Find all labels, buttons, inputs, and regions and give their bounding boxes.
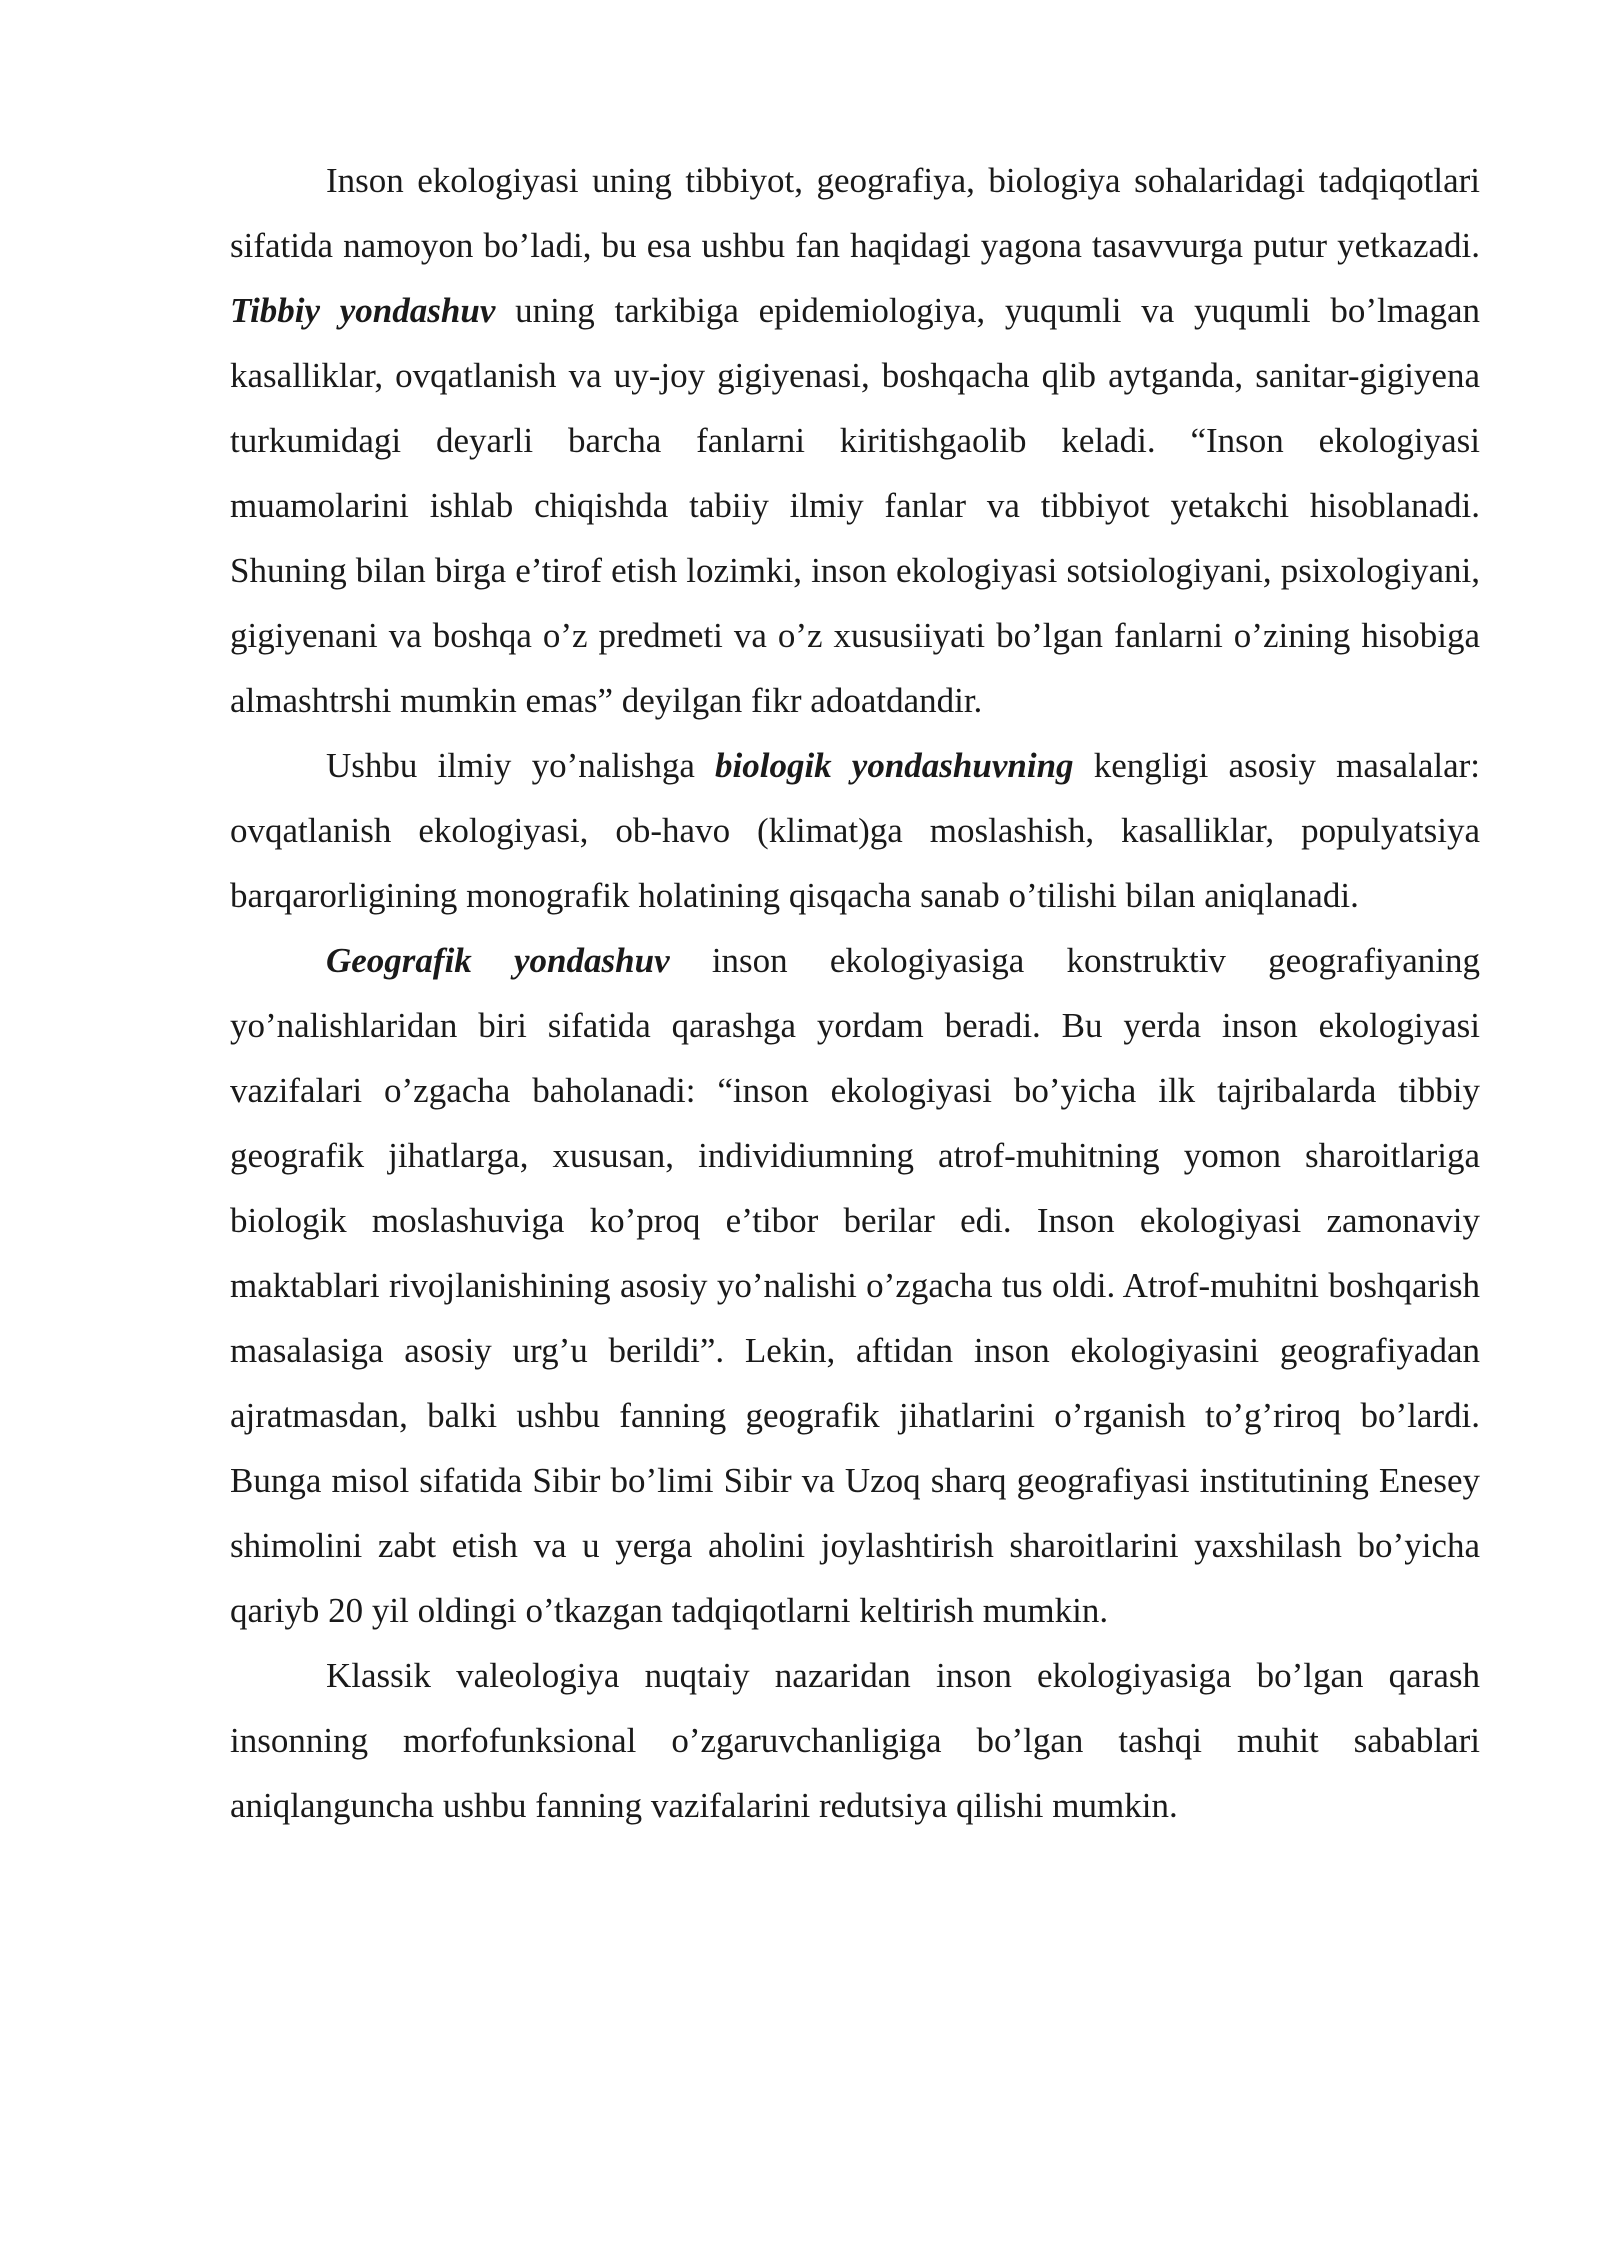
paragraph-text: uning tarkibiga epidemiologiya, yuqumli va yuqumli bo’lmagan kasalliklar, ovqatlanish va uy-joy gigiyenasi, boshqacha qlib aytganda, sanitar-gigiyena turkumidagi deyarli barcha fanlarni kiritishgaolib keladi. “Inson ekologiyasi muamolarini ishlab chiqishda tabiiy ilmiy fanlar va tibbiyot yetakchi hisoblanadi. Shuning bilan birga e’tirof etish lozimki, inson ekologiyasi sotsiologiyani, psixologiyani, gigiyenani va boshqa o’z predmeti va o’z xususiiyati bo’lgan fanlarni o’zining hisobiga almashtrshi mumkin emas” deyilgan fikr adoatdandir.: [230, 291, 1480, 720]
paragraph-valeology: [230, 1643, 1480, 1838]
paragraph-medical-approach: [230, 148, 1480, 733]
paragraph-text: Ushbu ilmiy yo’nalishga: [326, 746, 715, 785]
paragraph-biological-approach: [230, 733, 1480, 928]
term-geographic-approach: Geografik yondashuv: [326, 941, 670, 980]
term-biological-approach: biologik yondashuvning: [715, 746, 1074, 785]
paragraph-geographic-approach: [230, 928, 1480, 1643]
paragraph-text: Inson ekologiyasi uning tibbiyot, geografiya, biologiya sohalaridagi tadqiqotlari sifatida namoyon bo’ladi, bu esa ushbu fan haqidagi yagona tasavvurga putur yetkazadi.: [230, 161, 1480, 265]
paragraph-text: Klassik valeologiya nuqtaiy nazaridan inson ekologiyasiga bo’lgan qarash insonning morfofunksional o’zgaruvchanligiga bo’lgan tashqi muhit sabablari aniqlanguncha ushbu fanning vazifalarini redutsiya qilishi mumkin.: [230, 1656, 1480, 1825]
document-page: [230, 148, 1480, 1838]
paragraph-text: inson ekologiyasiga konstruktiv geografiyaning yo’nalishlaridan biri sifatida qarashga yordam beradi. Bu yerda inson ekologiyasi vazifalari o’zgacha baholanadi: “inson ekologiyasi bo’yicha ilk tajribalarda tibbiy geografik jihatlarga, xususan, individiumning atrof-muhitning yomon sharoitlariga biologik moslashuviga ko’proq e’tibor berilar edi. Inson ekologiyasi zamonaviy maktablari rivojlanishining asosiy yo’nalishi o’zgacha tus oldi. Atrof-muhitni boshqarish masalasiga asosiy urg’u berildi”. Lekin, aftidan inson ekologiyasini geografiyadan ajratmasdan, balki ushbu fanning geografik jihatlarini o’rganish to’g’riroq bo’lardi. Bunga misol sifatida Sibir bo’limi Sibir va Uzoq sharq geografiyasi institutining Enesey shimolini zabt etish va u yerga aholini joylashtirish sharoitlarini yaxshilash bo’yicha qariyb 20 yil oldingi o’tkazgan tadqiqotlarni keltirish mumkin.: [230, 941, 1480, 1630]
paragraph-text: kengligi asosiy masalalar: ovqatlanish ekologiyasi, ob-havo (klimat)ga moslashish, kasalliklar, populyatsiya barqarorligining monografik holatining qisqacha sanab o’tilishi bilan aniqlanadi.: [230, 746, 1480, 915]
term-medical-approach: Tibbiy yondashuv: [230, 291, 496, 330]
